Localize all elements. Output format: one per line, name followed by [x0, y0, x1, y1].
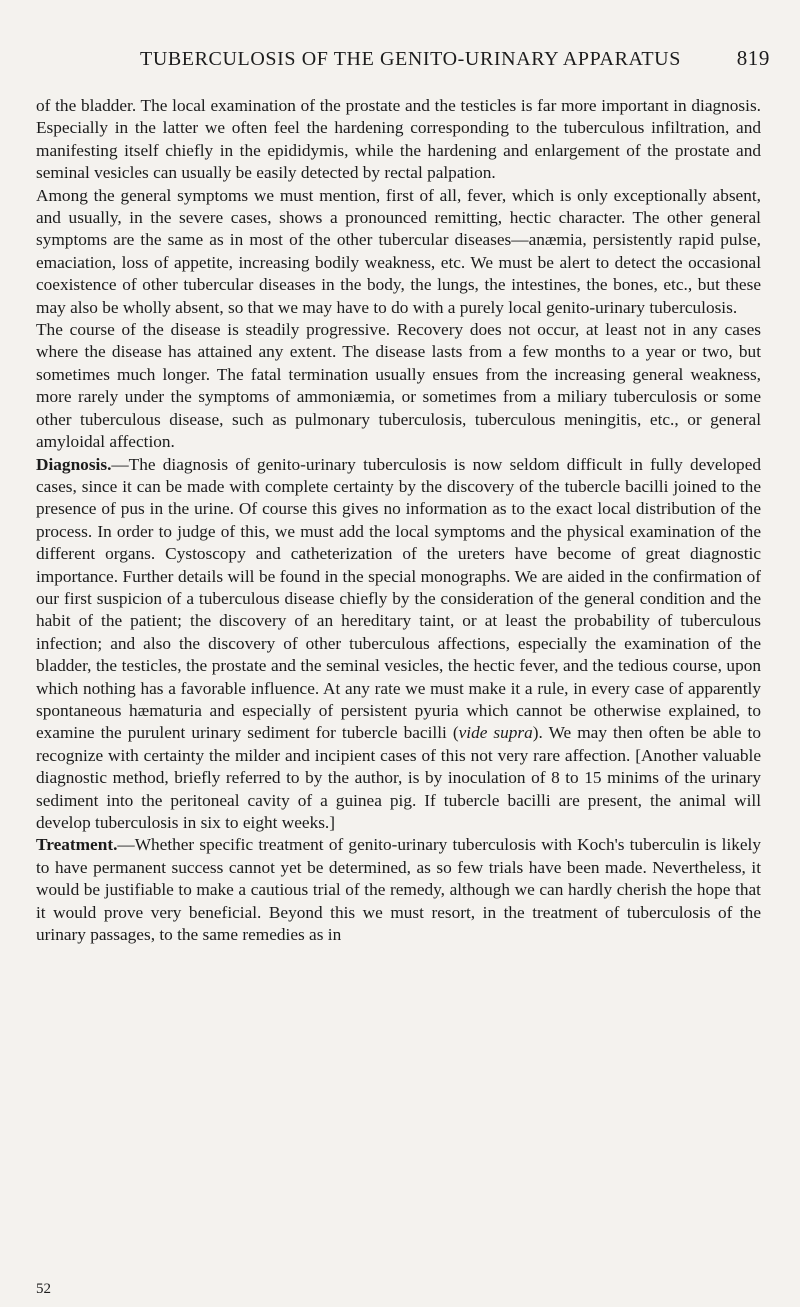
- running-header: [140, 46, 770, 71]
- signature-mark: 52: [36, 1281, 51, 1297]
- treatment-heading: Treatment.: [36, 835, 118, 855]
- page-number: 819: [736, 46, 770, 70]
- body-text: [36, 95, 761, 946]
- paragraph-treatment: Treatment.—Whether specific treatment of genito-urinary tuberculosis with Koch's tuberculin is likely to have permanent success cannot yet be determined, as so few trials have been made. Nevertheless, it would be justifiable to make a cautious trial of the remedy, although we can hardly cherish the hope that it would prove very beneficial. Beyond this we must resort, in the treatment of tuberculosis of the urinary passages, to the same remedies as in: [36, 835, 761, 945]
- paragraph-diagnosis: Diagnosis.—The diagnosis of genito-urinary tuberculosis is now seldom difficult in fully developed cases, since it can be made with complete certainty by the discovery of the tubercle bacilli joined to the presence of pus in the urine. Of course this gives no information as to the exact local distribution of the process. In order to judge of this, we must add the local symptoms and the physical examination of the different organs. Cystoscopy and catheterization of the ureters have become of great diagnostic importance. Further details will be found in the special monographs. We are aided in the confirmation of our first suspicion of a tuberculous disease chiefly by the consideration of the general condition and the habit of the patient; the discovery of an hereditary taint, or at least the probability of tuberculous infection; and also the discovery of other tuberculous affections, especially the examination of the bladder, the testicles, the prostate and the seminal vesicles, the hectic fever, and the tedious course, upon which nothing has a favorable influence. At any rate we must make it a rule, in every case of apparently spontaneous hæmaturia and especially of persistent pyuria which cannot be otherwise explained, to examine the purulent urinary sediment for tubercle bacilli (vide supra). We may then often be able to recognize with certainty the milder and incipient cases of this not very rare affection. [Another valuable diagnostic method, briefly referred to by the author, is by inoculation of 8 to 15 minims of the urinary sediment into the peritoneal cavity of a guinea pig. If tubercle bacilli are present, the animal will develop tuberculosis in six to eight weeks.]: [36, 454, 761, 832]
- running-title: TUBERCULOSIS OF THE GENITO-URINARY APPARATUS: [140, 48, 681, 70]
- diagnosis-heading: Diagnosis.: [36, 454, 112, 474]
- paragraph-bladder: of the bladder. The local examination of the prostate and the testicles is far more important in diagnosis. Especially in the latter we often feel the hardening corresponding to the tuberculous infiltration, and manifesting itself chiefly in the epididymis, while the hardening and enlargement of the prostate and seminal vesicles can usually be easily detected by rectal palpation.: [36, 96, 761, 183]
- paragraph-course: The course of the disease is steadily progressive. Recovery does not occur, at least not in any cases where the disease has attained any extent. The disease lasts from a few months to a year or two, but sometimes much longer. The fatal termination usually ensues from the increasing general weakness, more rarely under the symptoms of ammoniæmia, or sometimes from a miliary tuberculosis or some other tuberculous disease, such as pulmonary tuberculosis, tuberculous meningitis, etc., or general amyloidal affection.: [36, 320, 761, 452]
- paragraph-general-symptoms: Among the general symptoms we must mention, first of all, fever, which is only exceptionally absent, and usually, in the severe cases, shows a pronounced remitting, hectic character. The other general symptoms are the same as in most of the other tubercular diseases—anæmia, persistently rapid pulse, emaciation, loss of appetite, increasing bodily weakness, etc. We must be alert to detect the occasional coexistence of other tubercular diseases in the body, the lungs, the intestines, the bones, etc., but these may also be wholly absent, so that we may have to do with a purely local genito-urinary tuberculosis.: [36, 185, 761, 317]
- vide-supra: vide supra: [458, 723, 533, 743]
